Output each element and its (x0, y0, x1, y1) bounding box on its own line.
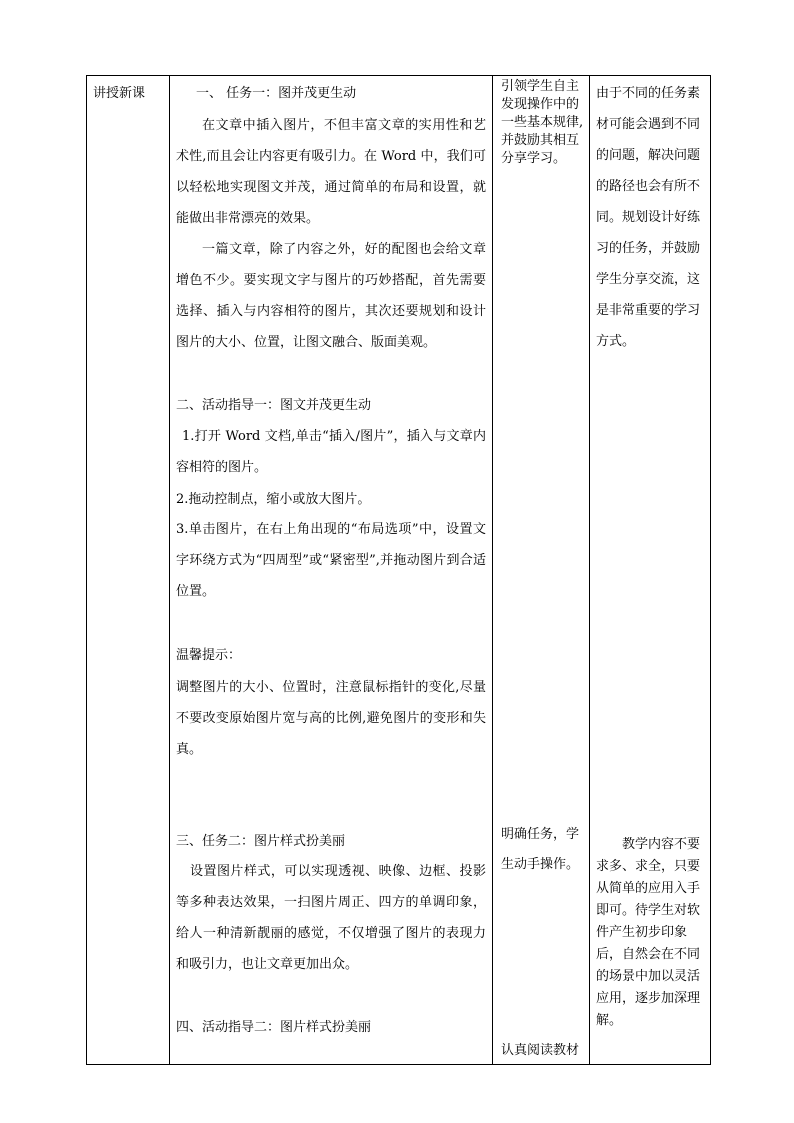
tip-body: 调整图片的大小、位置时，注意鼠标指针的变化,尽量不要改变原始图片宽与高的比例,避免图片的变形和失真。 (176, 680, 486, 757)
task2-paragraph: 设置图片样式，可以实现透视、映像、边框、投影等多种表达效果，一扫图片周正、四方的单调印象，给人一种清新靓丽的感觉，不仅增强了图片的表现力和吸引力，也让文章更加出众。 (176, 864, 486, 972)
task1-paragraph-1: 在文章中插入图片，不但丰富文章的实用性和艺术性,而且会让内容更有吸引力。在 Word 中，我们可以轻松地实现图文并茂，通过简单的布局和设置，就能做出非常漂亮的效果。 (176, 118, 486, 226)
lesson-plan-sheet (86, 75, 708, 1065)
task2-title: 三、任务二：图片样式扮美丽 (176, 834, 346, 849)
stage-cell (87, 76, 170, 1065)
table-row (87, 76, 711, 1065)
activity1-title: 二、活动指导一：图文并茂更生动 (176, 398, 372, 413)
activity2-title: 四、活动指导二：图片样式扮美丽 (176, 1020, 372, 1035)
design-intent-cell (590, 76, 711, 1065)
task1-title: 一、 任务一：图并茂更生动 (196, 86, 357, 101)
lesson-plan-table (86, 75, 711, 1065)
tip-title: 温馨提示： (176, 648, 242, 663)
activity1-step-2: 2.拖动控制点，缩小或放大图片。 (176, 492, 371, 507)
design-note-1: 由于不同的任务素材可能会遇到不同的问题，解决问题的路径也会有所不同。规划设计好练习的任务，并鼓励学生分享交流，这是非常重要的学习方式。 (596, 86, 701, 349)
content-cell (170, 76, 493, 1065)
student-note-3: 认真阅读教材 (501, 1043, 580, 1058)
activity1-step-1: 1.打开 Word 文档,单击“插入/图片”，插入与文章内容相符的图片。 (176, 429, 486, 475)
student-note-2: 明确任务，学生动手操作。 (501, 827, 580, 872)
design-note-2: 教学内容不要求多、求全，只要从简单的应用入手即可。待学生对软件产生初步印象后，自然会在不同的场景中加以灵活应用，逐步加深理解。 (596, 837, 701, 1028)
activity1-step-3: 3.单击图片，在右上角出现的“布局选项”中，设置文字环绕方式为“四周型”或“紧密型”,并拖动图片到合适位置。 (176, 522, 486, 599)
student-activity-cell (493, 76, 590, 1065)
stage-label: 讲授新课 (93, 86, 146, 101)
student-note-1: 引领学生自主发现操作中的一些基本规律,并鼓励其相互分享学习。 (501, 79, 584, 166)
task1-paragraph-2: 一篇文章，除了内容之外，好的配图也会给文章增色不少。要实现文字与图片的巧妙搭配，首先需要选择、插入与内容相符的图片，其次还要规划和设计图片的大小、位置，让图文融合、版面美观。 (176, 242, 486, 350)
